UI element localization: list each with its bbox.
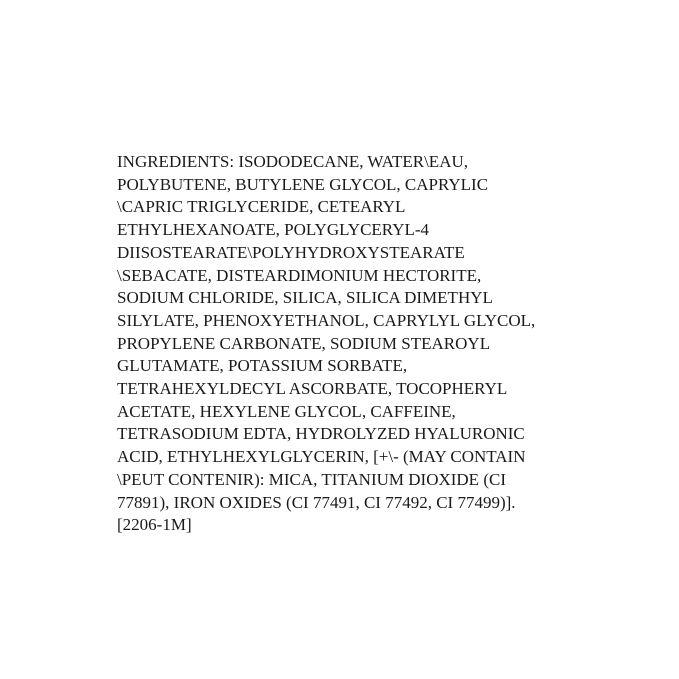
- ingredients-line: ETHYLHEXANOATE, POLYGLYCERYL-4: [117, 220, 430, 240]
- ingredients-line: GLUTAMATE, POTASSIUM SORBATE,: [117, 356, 408, 376]
- ingredients-line: 77891), IRON OXIDES (CI 77491, CI 77492, CI 77499)].: [117, 492, 516, 512]
- ingredients-line: \PEUT CONTENIR): MICA, TITANIUM DIOXIDE (CI: [117, 469, 506, 489]
- ingredients-line: POLYBUTENE, BUTYLENE GLYCOL, CAPRYLIC: [117, 174, 489, 194]
- ingredients-line: PROPYLENE CARBONATE, SODIUM STEAROYL: [117, 333, 491, 353]
- ingredients-text-block: [117, 151, 587, 537]
- ingredients-line: TETRASODIUM EDTA, HYDROLYZED HYALURONIC: [117, 424, 525, 444]
- ingredients-line: ACID, ETHYLHEXYLGLYCERIN, [+\- (MAY CONTAIN: [117, 447, 526, 467]
- ingredients-line: SODIUM CHLORIDE, SILICA, SILICA DIMETHYL: [117, 288, 493, 308]
- batch-code: [2206-1M]: [117, 515, 192, 535]
- ingredients-line: INGREDIENTS: ISODODECANE, WATER\EAU,: [117, 152, 468, 171]
- ingredients-line: TETRAHEXYLDECYL ASCORBATE, TOCOPHERYL: [117, 379, 508, 399]
- ingredients-line: \CAPRIC TRIGLYCERIDE, CETEARYL: [117, 197, 406, 217]
- ingredients-line: ACETATE, HEXYLENE GLYCOL, CAFFEINE,: [117, 401, 456, 421]
- ingredients-line: DIISOSTEARATE\POLYHYDROXYSTEARATE: [117, 242, 465, 262]
- ingredients-line: \SEBACATE, DISTEARDIMONIUM HECTORITE,: [117, 265, 482, 285]
- ingredients-line: SILYLATE, PHENOXYETHANOL, CAPRYLYL GLYCOL,: [117, 310, 536, 330]
